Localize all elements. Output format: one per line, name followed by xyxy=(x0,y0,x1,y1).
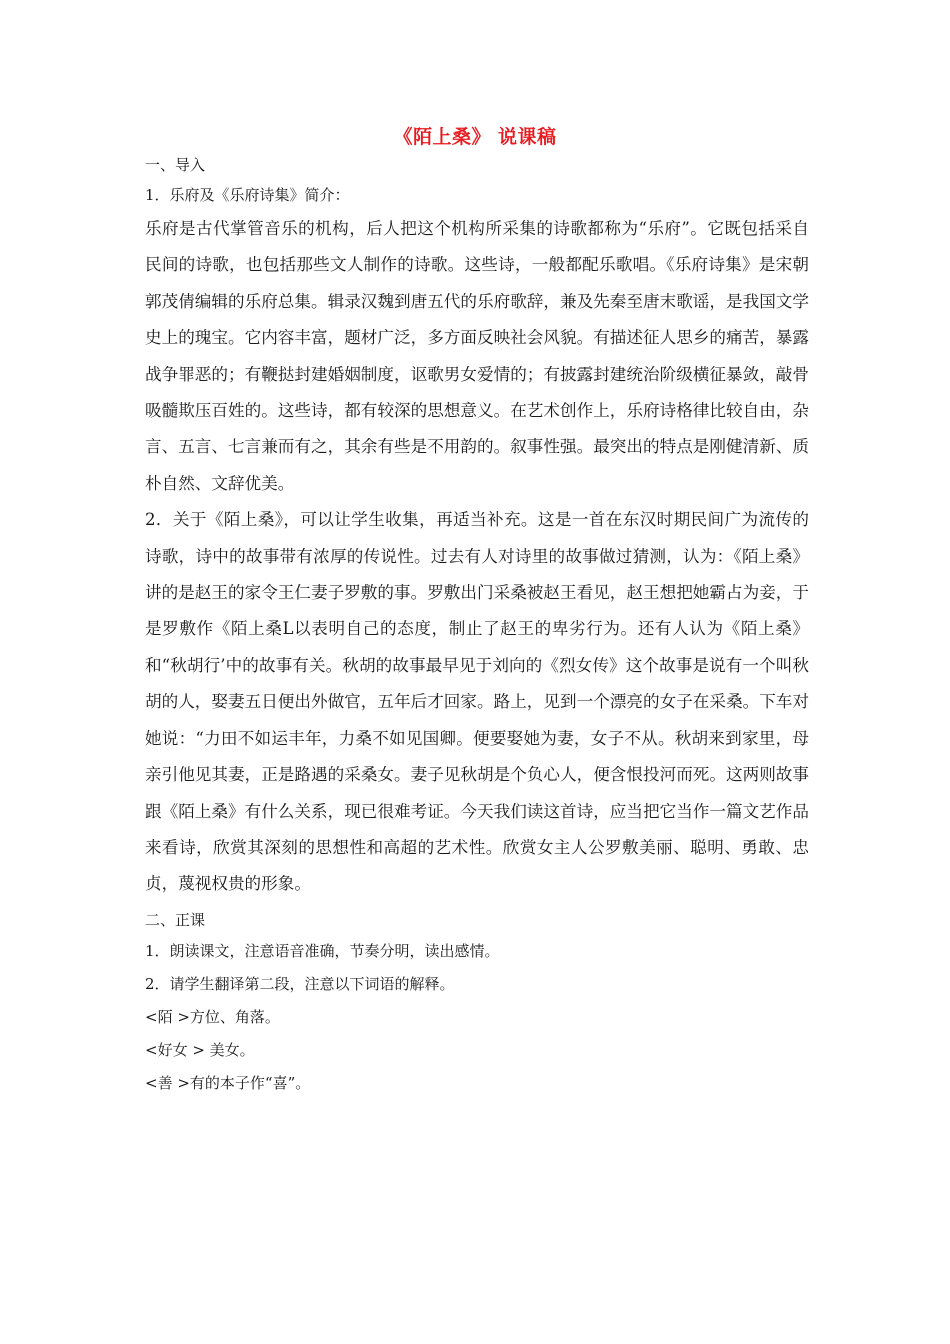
section-heading-main: 二、正课 xyxy=(145,910,206,929)
intro-item-2-paragraph: 2．关于《陌上桑》，可以让学生收集，再适当补充。这是一首在东汉时期民间广为流传的诗歌，诗中的故事带有浓厚的传说性。过去有人对诗里的故事做过猜测，认为：《陌上桑》讲的是赵王的家令王仁妻子罗敷的事。罗敷出门采桑被赵王看见，赵王想把她霸占为妾，于是罗敷作《陌上桑L以表明自己的态度，制止了赵王的卑劣行为。还有人认为《陌上桑》和“秋胡行’中的故事有关。秋胡的故事最早见于刘向的《烈女传》这个故事是说有一个叫秋胡的人，娶妻五日便出外做官，五年后才回家。路上，见到一个漂亮的女子在采桑。下车对她说：“力田不如运丰年，力桑不如见国卿。便要娶她为妻，女子不从。秋胡来到家里，母亲引他见其妻，正是路遇的采桑女。妻子见秋胡是个负心人，便含恨投河而死。这两则故事跟《陌上桑》有什么关系，现已很难考证。今天我们读这首诗，应当把它当作一篇文艺作品来看诗，欣赏其深刻的思想性和高超的艺术性。欣赏女主人公罗敷美丽、聪明、勇敢、忠贞，蔑视权贵的形象。 xyxy=(145,510,809,894)
main-item-2: 2．请学生翻译第二段，注意以下词语的解释。 xyxy=(145,974,455,993)
page-title: 《陌上桑》 说课稿 xyxy=(393,126,557,148)
gloss-item-1: <陌 >方位、角落。 xyxy=(145,1007,280,1026)
gloss-item-2: <好女 > 美女。 xyxy=(145,1040,255,1059)
intro-item-1-paragraph: 乐府是古代掌管音乐的机构，后人把这个机构所采集的诗歌都称为“乐府”。它既包括采自民间的诗歌，也包括那些文人制作的诗歌。这些诗，一般都配乐歌唱。《乐府诗集》是宋朝郭茂倩编辑的乐府总集。辑录汉魏到唐五代的乐府歌辞，兼及先秦至唐末歌谣，是我国文学史上的瑰宝。它内容丰富，题材广泛，多方面反映社会风貌。有描述征人思乡的痛苦，暴露战争罪恶的；有鞭挞封建婚姻制度，讴歌男女爱情的；有披露封建统治阶级横征暴敛，敲骨吸髓欺压百姓的。这些诗，都有较深的思想意义。在艺术创作上，乐府诗格律比较自由，杂言、五言、七言兼而有之，其余有些是不用韵的。叙事性强。最突出的特点是刚健清新、质朴自然、文辞优美。 xyxy=(145,219,809,493)
section-heading-intro: 一、导入 xyxy=(145,156,206,174)
intro-item-1-label: 1．乐府及《乐府诗集》简介： xyxy=(145,186,350,204)
gloss-item-3: <善 >有的本子作“喜”。 xyxy=(145,1073,311,1092)
document-body xyxy=(145,150,809,1100)
main-item-1: 1．朗读课文，注意语音准确，节奏分明，读出感情。 xyxy=(145,941,500,960)
